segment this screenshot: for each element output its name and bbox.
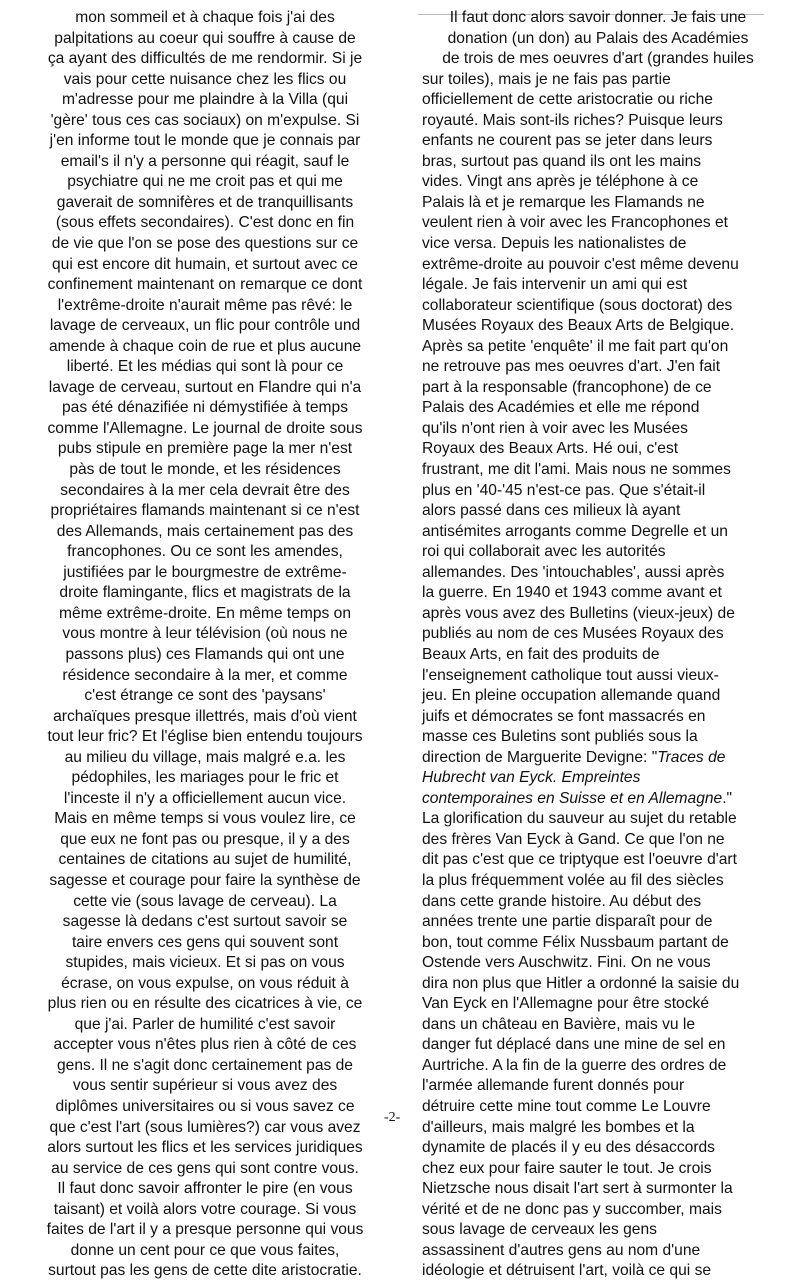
- text-line: Ostende vers Auschwitz. Fini. On ne vous: [422, 954, 711, 972]
- text-line: des Allemands, mais certainement pas des: [56, 522, 354, 540]
- text-line: email's il n'y a personne qui réagit, sauf le: [60, 152, 350, 170]
- text-line: publiés au nom de ces Musées Royaux des: [422, 625, 724, 643]
- text-line: Royaux des Beaux Arts. Hé oui, c'est: [422, 440, 679, 458]
- text-line: qui est encore dit humain, et surtout avec ce: [52, 255, 358, 273]
- text-line: allemandes. Des 'intouchables', aussi après: [422, 563, 725, 581]
- text-line: collaborateur scientifique (sous doctorat) des: [422, 296, 733, 314]
- text-line: que c'est l'art (sous lumières?) car vous avez: [49, 1118, 361, 1136]
- text-line: vous sentir supérieur si vous avez des: [72, 1077, 338, 1095]
- text-line: après vous avez des Bulletins (vieux-jeux) de: [422, 604, 735, 622]
- text-line: dans un château en Bavière, mais vu le: [422, 1015, 696, 1033]
- text-line: diplômes universitaires ou si vous savez ce: [55, 1097, 355, 1115]
- text-line: Van Eyck en l'Allemagne pour être stocké: [422, 995, 709, 1013]
- text-line: plus rien ou en résulte des cicatrices à vie, ce: [47, 995, 363, 1013]
- text-line: [422, 789, 774, 810]
- text-line: veulent rien à voir avec les Francophones et: [422, 214, 728, 232]
- text-line: dira non plus que Hitler a ordonné la saisie du: [422, 974, 740, 992]
- text-line: légale. Je fais intervenir un ami qui est: [422, 276, 688, 294]
- text-line: l'inceste il n'y a officiellement aucun vice.: [63, 789, 347, 807]
- text-line: psychiatre qui ne me croit pas et qui me: [67, 173, 343, 191]
- text-line: [422, 748, 774, 769]
- text-line: secondaires à la mer cela devrait être des: [60, 481, 350, 499]
- text-line: l'extrême-droite n'aurait même pas rêvé: le: [57, 296, 353, 314]
- right-column: [422, 8, 774, 1282]
- text-line: l'armée allemande furent donnés pour: [422, 1077, 685, 1095]
- text-line: vice versa. Depuis les nationalistes de: [422, 235, 687, 253]
- text-line: au service de ces gens qui sont contre vous.: [51, 1159, 359, 1177]
- text-line: comme l'Allemagne. Le journal de droite sous: [47, 419, 363, 437]
- text-line: lavage de cerveau, surtout en Flandre qui n'a: [48, 378, 362, 396]
- text-line: c'est étrange ce sont des 'paysans': [84, 687, 326, 705]
- text-line: donation (un don) au Palais des Académies: [447, 29, 749, 47]
- text-line: de vie que l'on se pose des questions sur ce: [51, 235, 359, 253]
- text-line: archaïques presque illettrés, mais d'où vient: [53, 707, 357, 725]
- text-line: jeu. En pleine occupation allemande quand: [422, 687, 721, 705]
- text-line: justifiées par le bourgmestre de extrême-: [63, 563, 347, 581]
- left-column: [27, 8, 383, 1282]
- text-line: idéologie et détruisent l'art, voilà ce qui se: [422, 1262, 712, 1280]
- text-line: extrême-droite au pouvoir c'est même devenu: [422, 255, 739, 273]
- text-line: ça ayant des difficultés de me rendormir. Si je: [47, 50, 363, 68]
- text-line: pédophiles, les mariages pour le fric et: [71, 769, 339, 787]
- text-line: m'adresse pour me plaindre à la Villa (qui: [61, 91, 349, 109]
- text-line: alors passé dans ces milieux là ayant: [422, 502, 681, 520]
- text-line: pàs de tout le monde, et les résidences: [69, 461, 341, 479]
- text-line: 'gère' tous ces cas sociaux) on m'expulse. Si: [50, 111, 360, 129]
- text-line: Nietzsche nous disait l'art sert à surmonter la: [422, 1180, 733, 1198]
- text-line: dynamite de placés il y eu des désaccords: [422, 1139, 715, 1157]
- text-line: Musées Royaux des Beaux Arts de Belgique.: [422, 317, 735, 335]
- text-line: centaines de citations au sujet de humilité,: [58, 851, 352, 869]
- text-line: confinement maintenant on remarque ce dont: [47, 276, 363, 294]
- text-line: bon, tout comme Félix Nussbaum partant de: [422, 933, 729, 951]
- text-line: francophones. Ou ce sont les amendes,: [67, 543, 343, 561]
- text-line: la plus fréquemment volée au fil des siècles: [422, 871, 724, 889]
- text-line: Beaux Arts, en fait des produits de: [422, 645, 660, 663]
- text-line: palpitations au coeur qui souffre à cause de: [54, 29, 356, 47]
- text-line: au milieu du village, mais malgré e.a. les: [64, 748, 346, 766]
- text-line: gaverait de somnifères et de tranquillisants: [56, 193, 354, 211]
- text-line: sous lavage de cerveaux les gens: [422, 1221, 657, 1239]
- text-line: assassinent d'autres gens au nom d'une: [422, 1241, 701, 1259]
- text-line: des frères Van Eyck à Gand. Ce que l'on ne: [422, 830, 725, 848]
- text-line: officiellement de cette aristocratie ou riche: [422, 91, 713, 109]
- text-line: tout leur fric? Et l'église bien entendu toujours: [47, 728, 363, 746]
- text-line: plus en '40-'45 n'est-ce pas. Que s'était-il: [422, 481, 706, 499]
- text-line: stupides, mais vicieux. Et si pas on vous: [65, 954, 345, 972]
- text-line: années trente une partie disparaît pour de: [422, 913, 713, 931]
- text-line: sur toiles), mais je ne fais pas partie: [422, 70, 671, 88]
- text-line: pas été dénazifiée ni démystifiée à temps: [61, 399, 349, 417]
- text-line: Il faut donc alors savoir donner. Je fais une: [449, 9, 747, 26]
- text-line: danger fut déplacé dans une mine de sel en: [422, 1036, 726, 1054]
- text-line: juifs et démocrates se font massacrés en: [422, 707, 706, 725]
- text-line: d'ailleurs, mais malgré les bombes et la: [422, 1118, 695, 1136]
- text-line: que j'ai. Parler de humilité c'est savoir: [74, 1015, 336, 1033]
- text-line: passons plus) ces Flamands qui ont une: [65, 645, 345, 663]
- text-line: amende à chaque coin de rue et plus aucune: [48, 337, 362, 355]
- text-line: que eux ne font pas ou presque, il y a des: [60, 830, 350, 848]
- text-line: masse ces Buletins sont publiés sous la: [422, 728, 698, 746]
- text-line: sagesse et courage pour faire la synthèse de: [49, 871, 361, 889]
- text-line: Il faut donc savoir affronter le pire (en vous: [57, 1180, 353, 1198]
- text-line: taire envers ces gens qui souvent sont: [71, 933, 339, 951]
- text-line: chez eux pour faire sauter le tout. Je crois: [422, 1159, 712, 1177]
- italic-title-line: Hubrecht van Eyck. Empreintes: [422, 769, 641, 787]
- text-line: taisant) et voilà alors votre courage. Si vous: [53, 1200, 357, 1218]
- text-line: roi qui collaborait avec les autorités: [422, 543, 666, 561]
- text-line: alors surtout les flics et les services juridiques: [47, 1139, 363, 1157]
- text-line: Palais là et je remarque les Flamands ne: [422, 193, 705, 211]
- text-line: La glorification du sauveur au sujet du retable: [422, 810, 737, 828]
- text-line: frustrant, me dit l'ami. Mais nous ne sommes: [422, 461, 731, 479]
- text-line: lavage de cerveaux, un flic pour contrôle und: [49, 317, 361, 335]
- text-line: pubs stipule en première page la mer n'est: [57, 440, 353, 458]
- text-line: royauté. Mais sont-ils riches? Puisque leurs: [422, 111, 723, 129]
- text-line: qu'ils n'ont rien à voir avec les Musées: [422, 419, 688, 437]
- text-line: vais pour cette nuisance chez les flics ou: [63, 70, 347, 88]
- text-line: vérité et de ne donc pas y succomber, mais: [422, 1200, 722, 1218]
- text-line: dans cette grande histoire. Au début des: [422, 892, 702, 910]
- text-line: sagesse là dedans c'est surtout savoir se: [62, 913, 348, 931]
- text-line: la guerre. En 1940 et 1943 comme avant et: [422, 584, 722, 602]
- text-line: liberté. Et les médias qui sont là pour ce: [66, 358, 344, 376]
- text-line: bras, surtout pas quand ils ont les mains: [422, 152, 702, 170]
- text-line: Après sa petite 'enquête' il me fait part qu'on: [422, 337, 729, 355]
- text-line: j'en informe tout le monde que je connais par: [49, 132, 361, 150]
- text-line: Aurtriche. A la fin de la guerre des ordres de: [422, 1056, 727, 1074]
- text-line: vous montre à leur télévision (où nous ne: [62, 625, 348, 643]
- text-line: donne un cent pour ce que vous faites,: [70, 1241, 340, 1259]
- text-line: droite flamingante, flics et magistrats de la: [59, 584, 351, 602]
- text-line: Mais en même temps si vous voulez lire, ce: [54, 810, 356, 828]
- text-line: propriétaires flamands maintenant si ce n'est: [50, 502, 360, 520]
- text-line: vides. Vingt ans après je téléphone à ce: [422, 173, 699, 191]
- text-line: dit pas c'est que ce triptyque est l'oeuvre d'art: [422, 851, 737, 869]
- closing-quote: .": [722, 789, 733, 807]
- text-line: (sous effets secondaires). C'est donc en fin: [55, 214, 355, 232]
- text-line: détruire cette mine tout comme Le Louvre: [422, 1097, 711, 1115]
- text-line: écrase, on vous expulse, on vous réduit à: [61, 974, 349, 992]
- page-number: -2-: [384, 1110, 401, 1125]
- text-line: part à la responsable (francophone) de ce: [422, 378, 712, 396]
- text-line: antisémites arrogants comme Degrelle et un: [422, 522, 728, 540]
- text-line: de trois de mes oeuvres d'art (grandes huiles: [442, 50, 754, 68]
- italic-title-line: contemporaines en Suisse et en Allemagne: [422, 789, 723, 807]
- text-line: résidence secondaire à la mer, et comme: [62, 666, 348, 684]
- text-line: même extrême-droite. En même temps on: [58, 604, 352, 622]
- text-line: faites de l'art il y a presque personne qui vous: [46, 1221, 364, 1239]
- text-line: gens. Il ne s'agit donc certainement pas de: [57, 1056, 353, 1074]
- italic-title-fragment: Traces de: [657, 748, 726, 766]
- quote-lead-in: direction de Marguerite Devigne: ": [422, 748, 658, 766]
- text-line: mon sommeil et à chaque fois j'ai des: [75, 9, 335, 26]
- text-line: accepter vous n'êtes plus rien à côté de ces: [53, 1036, 357, 1054]
- text-line: enfants ne courent pas se jeter dans leurs: [422, 132, 713, 150]
- text-line: l'enseignement catholique tout aussi vieux-: [422, 666, 719, 684]
- text-line: Palais des Académies et elle me répond: [422, 399, 700, 417]
- text-line: surtout pas les gens de cette dite aristocratie.: [48, 1262, 362, 1280]
- text-line: ne retrouve pas mes oeuvres d'art. J'en fait: [422, 358, 721, 376]
- text-line: cette vie (sous lavage de cerveau). La: [73, 892, 337, 910]
